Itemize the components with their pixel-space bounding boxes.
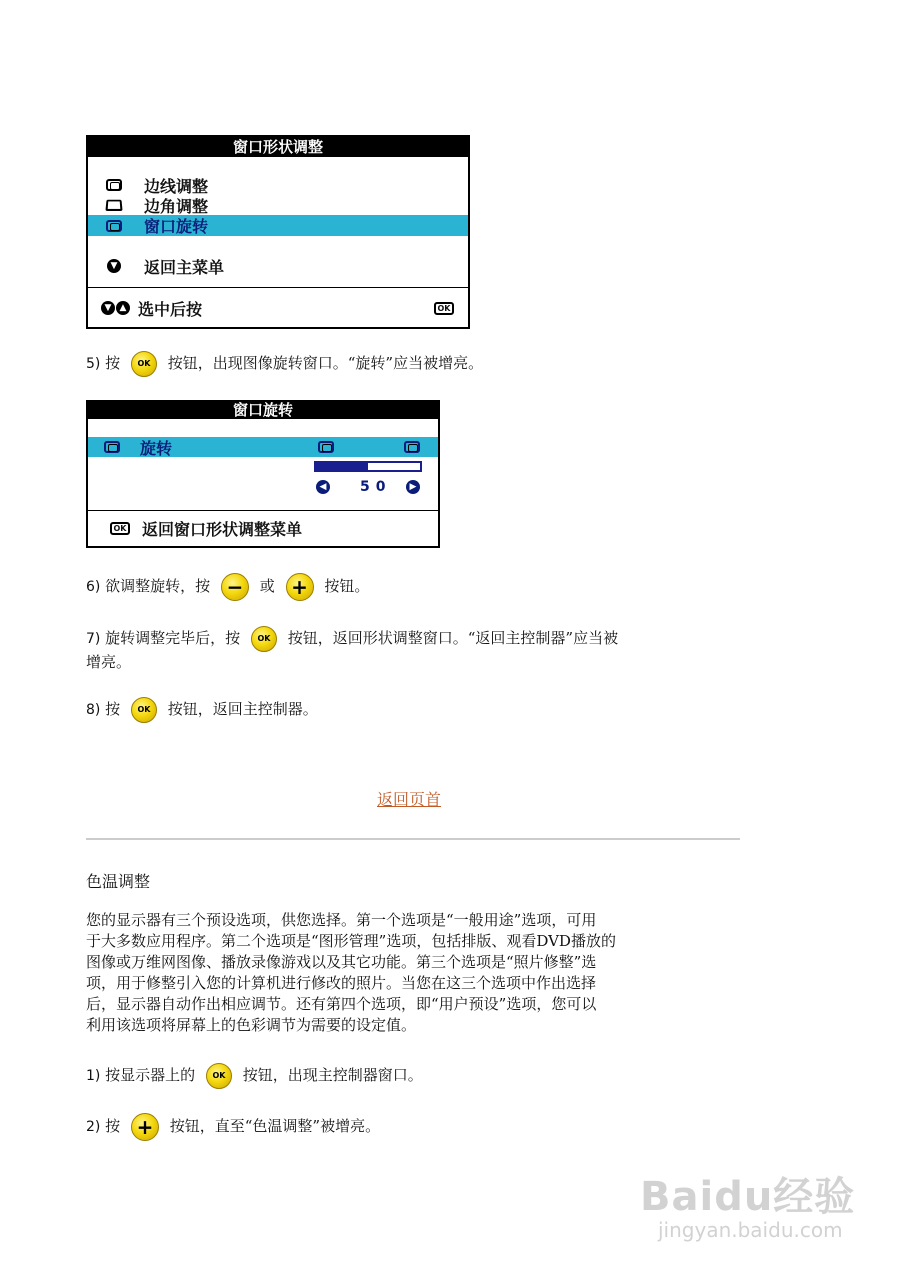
step-text: 按钮，出现图像旋转窗口。“旋转”应当被增亮。 — [167, 354, 484, 372]
osd-divider — [88, 510, 438, 511]
step-text: 按显示器上的 — [105, 1066, 196, 1084]
step-text: 按钮，返回主控制器。 — [167, 700, 318, 718]
step-number: 2) — [86, 1119, 101, 1135]
intro-line: 图像或万维网图像、播放录像游戏以及其它功能。第三个选项是“照片修整”选 — [86, 953, 597, 971]
intro-line: 于大多数应用程序。第二个选项是“图形管理”选项，包括排版、观看DVD播放的 — [86, 932, 616, 950]
ok-button-icon: OK — [251, 626, 277, 652]
ok-key-icon: OK — [110, 522, 130, 535]
osd-item-label: 返回主菜单 — [144, 257, 225, 277]
step-text: 按钮，返回形状调整窗口。“返回主控制器”应当被 — [287, 629, 619, 647]
step-2 — [86, 1112, 380, 1141]
step-text: 旋转调整完毕后，按 — [105, 629, 241, 647]
step-text: 按 — [105, 700, 121, 718]
step-number: 7) — [86, 631, 101, 647]
osd-item-rotate — [88, 437, 438, 457]
ok-button-icon: OK — [206, 1063, 232, 1089]
screen-icon — [106, 179, 122, 191]
step-5 — [86, 351, 483, 377]
step-7 — [86, 626, 618, 652]
baidu-watermark-logo: Baidu经验 — [640, 1174, 856, 1220]
down-arrow-icon: ▼ — [107, 259, 121, 273]
step-text: 按钮。 — [324, 577, 370, 595]
step-number: 8) — [86, 702, 101, 718]
down-arrow-icon: ▼ — [101, 301, 115, 315]
intro-line: 后，显示器自动作出相应调节。还有第四个选项，即“用户预设”选项，您可以 — [86, 995, 597, 1013]
section-title: 色温调整 — [86, 872, 151, 891]
minus-button-icon: − — [221, 573, 249, 601]
rotate-screen-icon — [104, 441, 120, 453]
osd-item-window-rotate — [88, 215, 468, 236]
ok-button-icon: OK — [131, 697, 157, 723]
step-text: 按 — [105, 1117, 121, 1135]
rotate-left-icon — [318, 441, 334, 453]
osd-divider — [88, 287, 468, 288]
osd-item-return-main — [88, 255, 468, 277]
right-arrow-icon: ▶ — [406, 480, 420, 494]
step-6 — [86, 572, 369, 601]
baidu-watermark-url: jingyan.baidu.com — [658, 1218, 843, 1242]
rotate-level-fill — [316, 463, 368, 470]
trapezoid-icon — [106, 199, 122, 211]
left-arrow-icon: ◀ — [316, 480, 330, 494]
osd-item-label: 边角调整 — [144, 196, 209, 216]
osd-menu-title: 窗口旋转 — [88, 402, 438, 419]
back-to-top-link[interactable]: 返回页首 — [377, 790, 442, 809]
plus-button-icon: + — [131, 1113, 159, 1141]
osd-item-label: 返回窗口形状调整菜单 — [142, 519, 303, 539]
plus-button-icon: + — [286, 573, 314, 601]
step-7-continued: 增亮。 — [86, 653, 132, 671]
step-number: 6) — [86, 579, 101, 595]
intro-line: 利用该选项将屏幕上的色彩调节为需要的设定值。 — [86, 1016, 417, 1034]
osd-item-return-shape — [88, 517, 438, 539]
osd-menu-rotate — [86, 400, 440, 548]
osd-menu-shape-adjust — [86, 135, 470, 329]
step-1 — [86, 1063, 423, 1089]
rotate-value: 50 — [360, 479, 392, 495]
osd-item-label: 旋转 — [140, 438, 173, 458]
step-number: 1) — [86, 1068, 101, 1084]
ok-key-icon: OK — [434, 302, 454, 315]
osd-item-edge-adjust — [88, 175, 468, 195]
osd-item-label: 边线调整 — [144, 176, 209, 196]
step-text: 或 — [259, 577, 275, 595]
step-8 — [86, 697, 318, 723]
step-text: 按钮，直至“色温调整”被增亮。 — [169, 1117, 381, 1135]
ok-button-icon: OK — [131, 351, 157, 377]
rotate-right-icon — [404, 441, 420, 453]
osd-footer-label: 选中后按 — [138, 299, 203, 319]
rotate-level-bar — [314, 461, 422, 472]
osd-footer — [88, 297, 468, 319]
osd-item-label: 窗口旋转 — [144, 217, 209, 236]
step-text: 欲调整旋转，按 — [105, 577, 211, 595]
intro-paragraph — [86, 910, 616, 1036]
step-text: 按 — [105, 354, 121, 372]
intro-line: 您的显示器有三个预设选项，供您选择。第一个选项是“一般用途”选项，可用 — [86, 911, 597, 929]
step-text: 按钮，出现主控制器窗口。 — [242, 1066, 423, 1084]
rotate-screen-icon — [106, 220, 122, 232]
osd-value-row — [88, 478, 438, 496]
section-divider — [86, 838, 740, 840]
step-number: 5) — [86, 356, 101, 372]
intro-line: 项，用于修整引入您的计算机进行修改的照片。当您在这三个选项中作出选择 — [86, 974, 597, 992]
osd-menu-title: 窗口形状调整 — [88, 137, 468, 157]
up-arrow-icon: ▲ — [116, 301, 130, 315]
osd-item-corner-adjust — [88, 195, 468, 215]
